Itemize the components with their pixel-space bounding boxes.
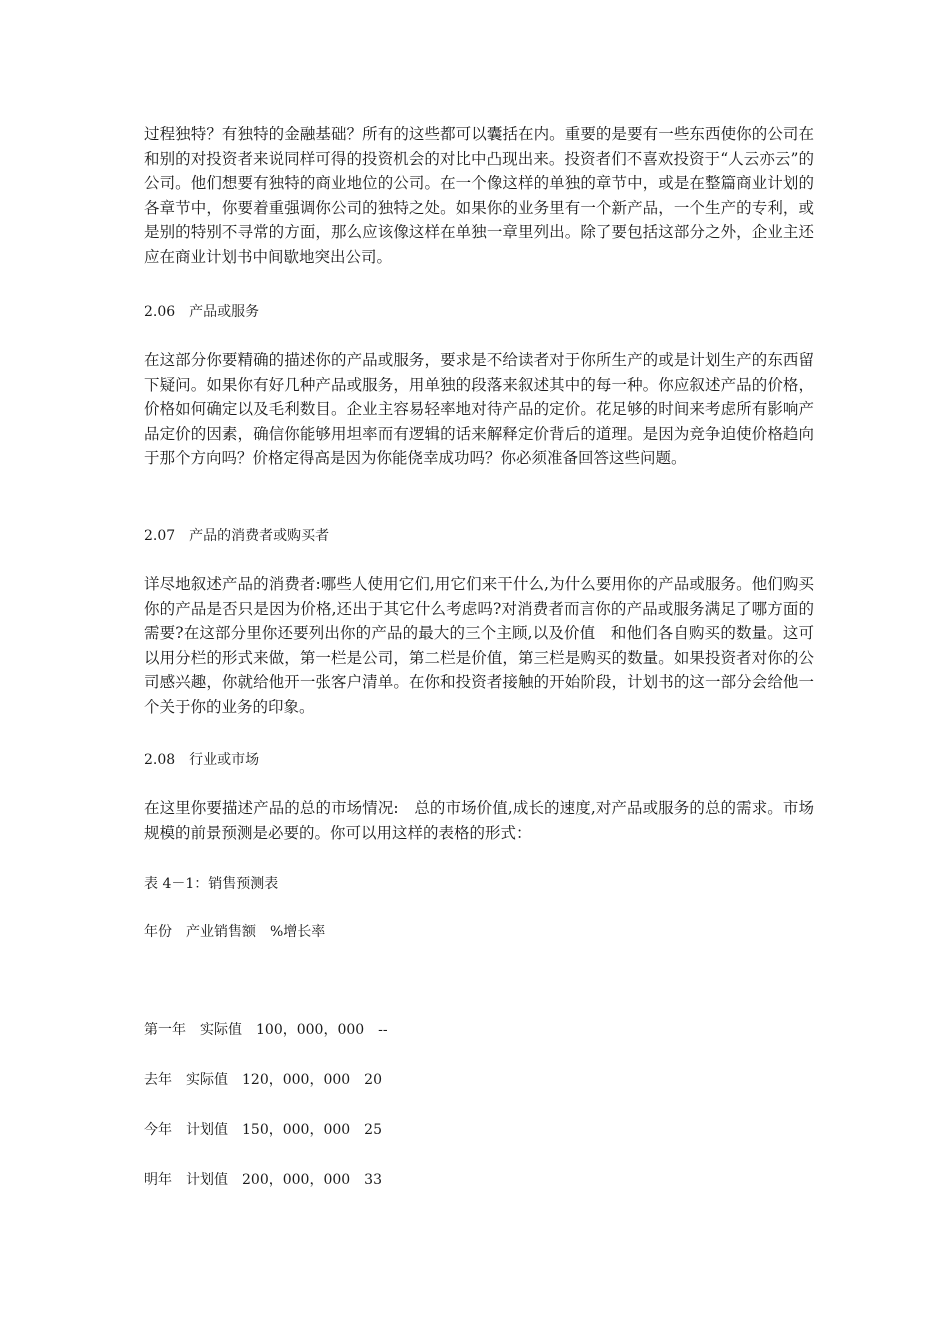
table-row: 今年 计划值 150，000，000 25 (144, 1122, 382, 1138)
paragraph-market: 在这里你要描述产品的总的市场情况: 总的市场价值,成长的速度,对产品或服务的总的需求。市场规模的前景预测是必要的。你可以用这样的表格的形式： (144, 799, 814, 842)
table-row: 去年 实际值 120，000，000 20 (144, 1072, 382, 1088)
paragraph-products-services: 在这部分你要精确的描述你的产品或服务，要求是不给读者对于你所生产的或是计划生产的东西留下疑问。如果你有好几种产品或服务，用单独的段落来叙述其中的每一种。你应叙述产品的价格，价格如何确定以及毛利数目。企业主容易轻率地对待产品的定价。花足够的时间来考虑所有影响产品定价的因素，确信你能够用坦率而有逻辑的话来解释定价背后的道理。是因为竞争迫使价格趋向于那个方向吗？价格定得高是因为你能侥幸成功吗？你必须准备回答这些问题。 (144, 351, 814, 467)
table-row: 明年 计划值 200，000，000 33 (144, 1172, 382, 1188)
section-heading-2-06: 2.06 产品或服务 (144, 304, 260, 320)
paragraph-uniqueness: 过程独特？有独特的金融基础？所有的这些都可以囊括在内。重要的是要有一些东西使你的公司在和别的对投资者来说同样可得的投资机会的对比中凸现出来。投资者们不喜欢投资于“人云亦云”的公司。他们想要有独特的商业地位的公司。在一个像这样的单独的章节中，或是在整篇商业计划的各章节中，你要着重强调你公司的独特之处。如果你的业务里有一个新产品，一个生产的专利，或是别的特别不寻常的方面，那么应该像这样在单独一章里列出。除了要包括这部分之外，企业主还应在商业计划书中间歇地突出公司。 (144, 125, 814, 266)
paragraph-consumers: 详尽地叙述产品的消费者:哪些人使用它们,用它们来干什么,为什么要用你的产品或服务。他们购买你的产品是否只是因为价格,还出于其它什么考虑吗?对消费者而言你的产品或服务满足了哪方面的需要?在这部分里你还要列出你的产品的最大的三个主顾,以及价值 和他们各自购买的数量。这可以用分栏的形式来做，第一栏是公司，第二栏是价值，第三栏是购买的数量。如果投资者对你的公司感兴趣，你就给他开一张客户清单。在你和投资者接触的开始阶段，计划书的这一部分会给他一个关于你的业务的印象。 (144, 575, 814, 716)
table-row: 第一年 实际值 100，000，000 -- (144, 1022, 388, 1038)
section-heading-2-08: 2.08 行业或市场 (144, 752, 260, 768)
table-header: 年份 产业销售额 %增长率 (144, 924, 326, 940)
section-heading-2-07: 2.07 产品的消费者或购买者 (144, 528, 330, 544)
table-caption: 表 4－1：销售预测表 (144, 876, 279, 892)
